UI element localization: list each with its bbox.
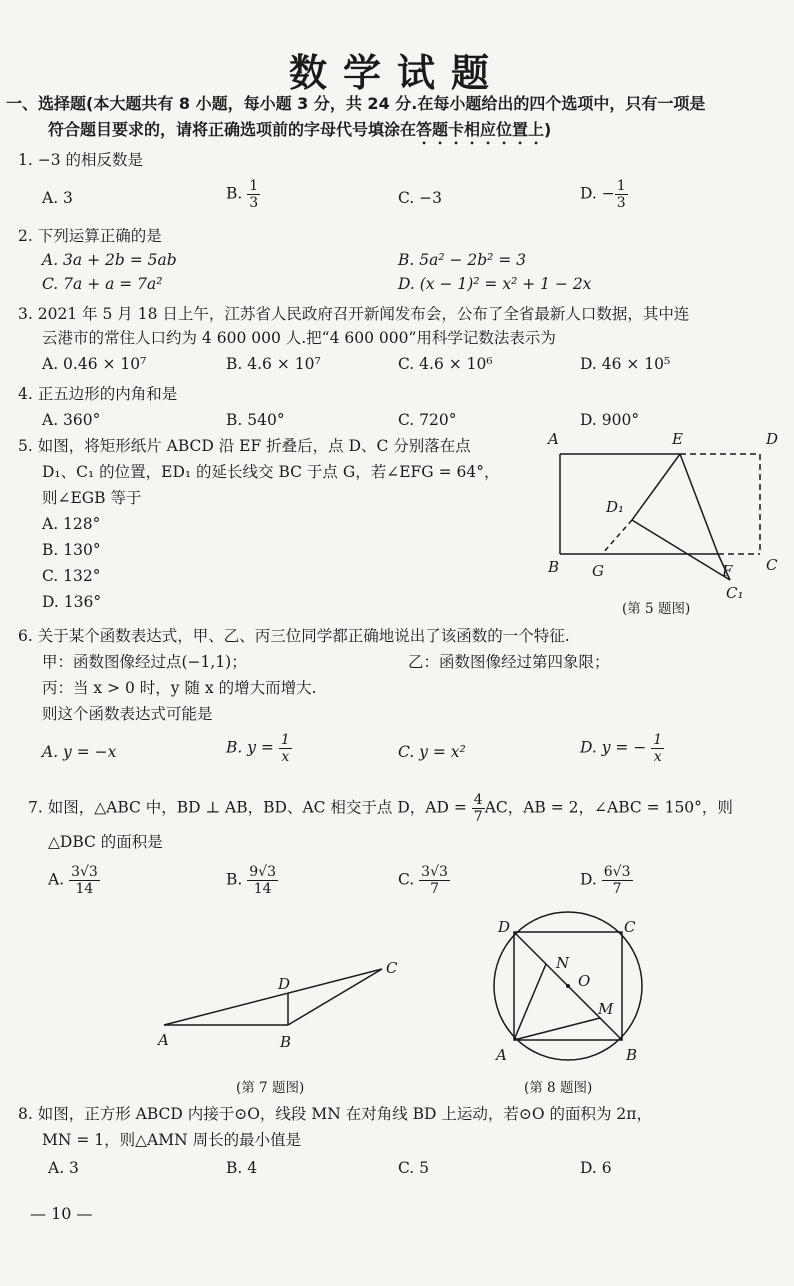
- q6-statement-yi: 乙：函数图像经过第四象限；: [408, 653, 610, 671]
- q3-option-a: A. 0.46 × 10⁷: [42, 355, 147, 373]
- q7-label-b: B: [280, 1033, 292, 1051]
- section-instruction-c: ): [544, 120, 552, 139]
- q1-option-b: B. $\frac{1}{3}$: [226, 178, 259, 211]
- q5-edge-ed1: [632, 454, 680, 520]
- q8-label-m: M: [598, 1000, 614, 1018]
- q8-option-d: D. 6: [580, 1159, 612, 1177]
- q3-option-c: C. 4.6 × 10⁶: [398, 355, 493, 373]
- q8-stem-line2: MN = 1，则△AMN 周长的最小值是: [42, 1131, 302, 1149]
- q5-stem-line2: D₁、C₁ 的位置，ED₁ 的延长线交 BC 于点 G，若∠EFG = 64°，: [42, 463, 500, 481]
- q5-edge-d1c1: [632, 520, 730, 580]
- q7-edge-ac: [164, 969, 382, 1025]
- q7-stem-line1: 7. 如图，△ABC 中，BD ⊥ AB，BD、AC 相交于点 D，AD = $\frac{4}{7}$ AC，AB = 2，∠ABC = 150°，则: [28, 792, 733, 825]
- section-heading: 一、选择题(本大题共有 8 小题，每小题 3 分，共 24 分.在每小题给出的四个选项中，只有一项是: [6, 94, 706, 113]
- q2-option-c: C. 7a + a = 7a²: [42, 275, 163, 293]
- q1-option-a: A. 3: [42, 189, 73, 207]
- q8-option-c: C. 5: [398, 1159, 430, 1177]
- q7-edge-bc: [288, 969, 382, 1025]
- q5-label-b: B: [548, 558, 560, 576]
- q7-option-a: A. $\frac{3√3}{14}$: [48, 864, 98, 897]
- section-instruction: [48, 118, 551, 148]
- q5-label-c1: C₁: [726, 584, 744, 602]
- q2-option-b: B. 5a² − 2b² = 3: [398, 251, 527, 269]
- q5-stem-line1: 5. 如图，将矩形纸片 ABCD 沿 EF 折叠后，点 D、C 分别落在点: [18, 437, 471, 455]
- q5-label-c: C: [766, 556, 778, 574]
- q5-fold-ef: [680, 454, 718, 554]
- q4-option-a: A. 360°: [42, 411, 101, 429]
- q8-stem-line1: 8. 如图，正方形 ABCD 内接于⊙O，线段 MN 在对角线 BD 上运动，若⊙O 的面积为 2π，: [18, 1105, 652, 1123]
- q3-option-d: D. 46 × 10⁵: [580, 355, 671, 373]
- q2-option-a: A. 3a + 2b = 5ab: [42, 251, 177, 269]
- q5-label-g: G: [592, 562, 604, 580]
- q8-label-c: C: [624, 918, 636, 936]
- q4-option-d: D. 900°: [580, 411, 640, 429]
- q6-statement-bing: 丙：当 x > 0 时，y 随 x 的增大而增大.: [42, 679, 317, 697]
- q3-option-b: B. 4.6 × 10⁷: [226, 355, 321, 373]
- q5-label-e: E: [672, 430, 683, 448]
- q5-label-d: D: [766, 430, 779, 448]
- q5-option-c: C. 132°: [42, 567, 101, 585]
- page-title: 数学试题: [288, 51, 505, 95]
- section-instruction-emphasis: 答题卡相应位置上: [416, 120, 545, 139]
- q7-option-c: C. $\frac{3√3}{7}$: [398, 864, 448, 897]
- q5-label-a: A: [548, 430, 559, 448]
- q8-option-b: B. 4: [226, 1159, 258, 1177]
- q6-stem-line1: 6. 关于某个函数表达式，甲、乙、丙三位同学都正确地说出了该函数的一个特征.: [18, 627, 570, 645]
- section-instruction-a: 符合题目要求的，请将正确选项前的字母代号填涂在: [48, 120, 417, 139]
- q5-stem-line3: 则∠EGB 等于: [42, 489, 142, 507]
- q8-label-n: N: [556, 954, 570, 972]
- q6-stem-line4: 则这个函数表达式可能是: [42, 705, 213, 723]
- q5-option-a: A. 128°: [42, 515, 101, 533]
- q4-option-c: C. 720°: [398, 411, 457, 429]
- q5-label-f: F: [722, 562, 733, 580]
- q5-option-d: D. 136°: [42, 593, 102, 611]
- q6-option-a: A. y = −x: [42, 743, 117, 761]
- q7-stem-line2: △DBC 的面积是: [48, 833, 163, 851]
- q6-option-d: D. y = − $\frac{1}{x}$: [580, 732, 663, 765]
- q8-label-d: D: [498, 918, 511, 936]
- q8-caption: (第 8 题图): [524, 1080, 593, 1096]
- q8-segment-am: [514, 1018, 600, 1040]
- q5-option-b: B. 130°: [42, 541, 101, 559]
- q1-option-d: D. − $\frac{1}{3}$: [580, 178, 626, 211]
- q2-option-d: D. (x − 1)² = x² + 1 − 2x: [398, 275, 592, 293]
- q8-label-o: O: [578, 972, 591, 990]
- q3-stem-line1: 3. 2021 年 5 月 18 日上午，江苏省人民政府召开新闻发布会，公布了全省最新人口数据，其中连: [18, 305, 690, 323]
- q6-option-c: C. y = x²: [398, 743, 466, 761]
- q7-option-d: D. $\frac{6√3}{7}$: [580, 864, 631, 897]
- q5-label-d1: D₁: [606, 498, 625, 516]
- q7-caption: (第 7 题图): [236, 1080, 305, 1096]
- q6-statement-jia: 甲：函数图像经过点(−1,1)；: [42, 653, 247, 671]
- q5-caption: (第 5 题图): [622, 601, 691, 617]
- q1-stem: 1. −3 的相反数是: [18, 151, 143, 169]
- q5-figure: [540, 424, 790, 616]
- q7-option-b: B. $\frac{9√3}{14}$: [226, 864, 277, 897]
- page-number: — 10 —: [30, 1204, 93, 1223]
- q6-option-b: B. y = $\frac{1}{x}$: [226, 732, 290, 765]
- q7-label-c: C: [386, 959, 398, 977]
- q7-label-d: D: [278, 975, 291, 993]
- q4-stem: 4. 正五边形的内角和是: [18, 385, 178, 403]
- q7-figure: [150, 955, 410, 1055]
- q2-stem: 2. 下列运算正确的是: [18, 227, 162, 245]
- q5-extension-d1g: [602, 520, 632, 554]
- q8-center-o: [566, 984, 570, 988]
- q4-option-b: B. 540°: [226, 411, 285, 429]
- q8-segment-an: [514, 964, 546, 1040]
- q3-stem-line2: 云港市的常住人口约为 4 600 000 人.把“4 600 000”用科学记数法表示为: [42, 329, 556, 347]
- q8-label-a: A: [496, 1046, 507, 1064]
- q1-option-c: C. −3: [398, 189, 443, 207]
- q7-label-a: A: [158, 1031, 169, 1049]
- q8-figure: [484, 910, 654, 1070]
- q8-option-a: A. 3: [48, 1159, 79, 1177]
- q8-label-b: B: [626, 1046, 638, 1064]
